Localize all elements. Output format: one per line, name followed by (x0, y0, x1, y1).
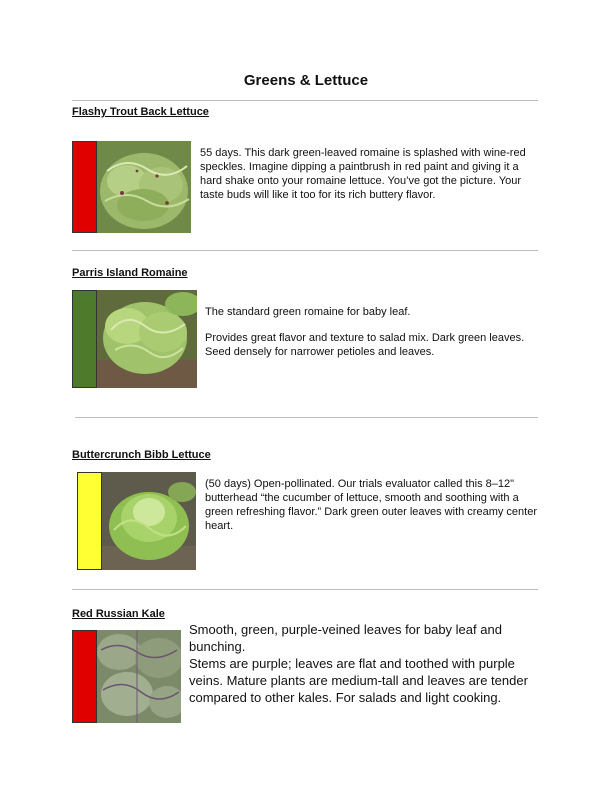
description-paragraph: 55 days. This dark green-leaved romaine is splashed with wine-red speckles. Imagine dipping a paintbrush in red paint and giving it a hard shake onto your romaine lettuce. You’ve got the picture. Your taste buds will like it too for its rich buttery flavor. (200, 147, 526, 201)
entry-description (200, 146, 540, 202)
romaine-lettuce-photo (97, 141, 191, 233)
description-paragraph: Provides great flavor and texture to salad mix. Dark green leaves. Seed densely for narrower petioles and leaves. (205, 332, 525, 358)
entry-description (189, 621, 539, 706)
romaine-lettuce-photo (97, 290, 197, 388)
color-swatch-red (72, 141, 97, 233)
entry-description (205, 305, 540, 359)
color-swatch-green (72, 290, 97, 388)
entry-description (205, 477, 540, 533)
butterhead-lettuce-photo (102, 472, 196, 570)
divider (72, 589, 538, 590)
divider (72, 100, 538, 101)
entry-heading-flashy-trout-back: Flashy Trout Back Lettuce (72, 106, 209, 118)
color-swatch-red (72, 630, 97, 723)
description-paragraph: The standard green romaine for baby leaf. (205, 306, 411, 318)
entry-heading-buttercrunch-bibb: Buttercrunch Bibb Lettuce (72, 449, 211, 461)
entry-heading-parris-island: Parris Island Romaine (72, 267, 188, 279)
kale-photo (97, 630, 181, 723)
color-swatch-yellow (77, 472, 102, 570)
page-title: Greens & Lettuce (243, 72, 369, 89)
divider (72, 250, 538, 251)
description-paragraph: (50 days) Open-pollinated. Our trials evaluator called this 8–12" butterhead “the cucumber of lettuce, smooth and soothing with a green refreshing flavor.” Dark green outer leaves with creamy center heart. (205, 478, 537, 532)
entry-heading-red-russian-kale: Red Russian Kale (72, 608, 165, 620)
description-paragraph: Stems are purple; leaves are flat and toothed with purple veins. Mature plants are medium-tall and leaves are tender compared to other kales. For salads and light cooking. (189, 656, 528, 705)
divider (75, 417, 538, 418)
description-paragraph: Smooth, green, purple-veined leaves for baby leaf and bunching. (189, 622, 502, 654)
